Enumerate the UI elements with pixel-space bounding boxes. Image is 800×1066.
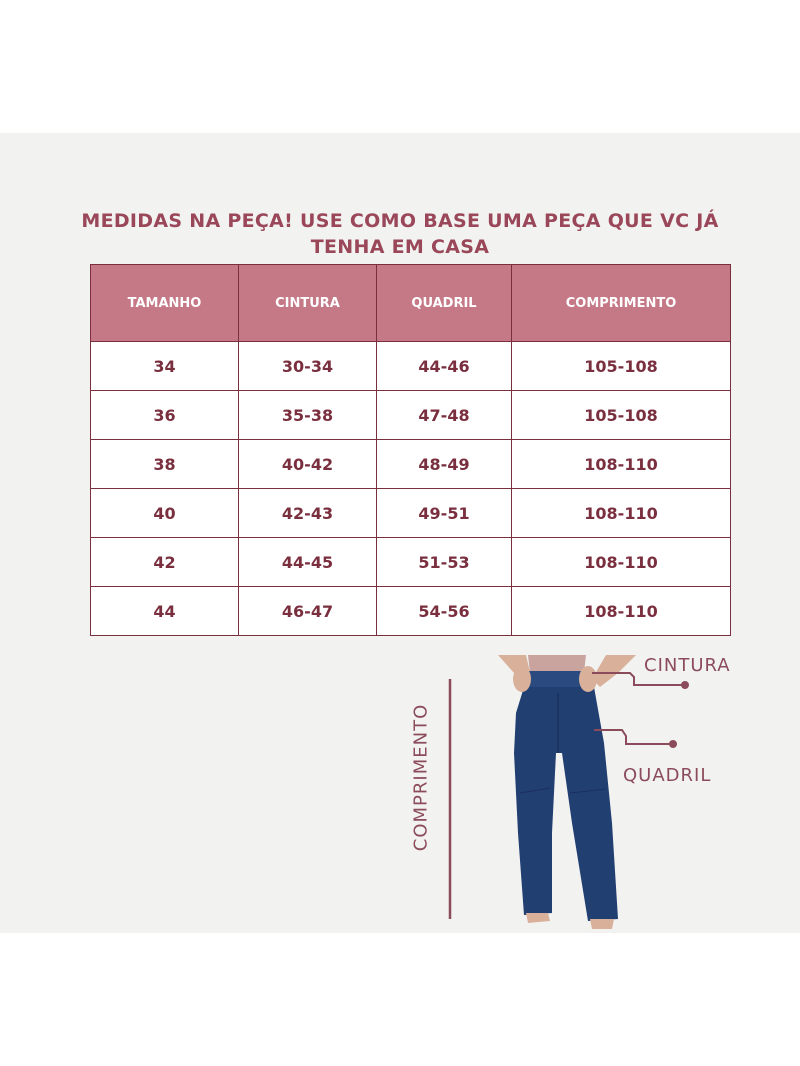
cell-cintura: 42-43 (239, 489, 377, 538)
cell-quadril: 48-49 (377, 440, 512, 489)
right-hand (579, 666, 597, 692)
cell-comprimento: 108-110 (512, 538, 731, 587)
cell-comprimento: 105-108 (512, 391, 731, 440)
cell-quadril: 47-48 (377, 391, 512, 440)
cell-comprimento: 108-110 (512, 489, 731, 538)
left-foot (526, 913, 550, 923)
cell-tamanho: 36 (91, 391, 239, 440)
torso-top (528, 655, 586, 673)
cell-cintura: 40-42 (239, 440, 377, 489)
cell-cintura: 35-38 (239, 391, 377, 440)
header-tamanho: TAMANHO (91, 265, 239, 342)
cell-quadril: 54-56 (377, 587, 512, 636)
right-foot (590, 919, 614, 929)
cintura-pointer-dot (681, 681, 689, 689)
cell-tamanho: 34 (91, 342, 239, 391)
cell-quadril: 51-53 (377, 538, 512, 587)
quadril-pointer-dot (669, 740, 677, 748)
cell-quadril: 49-51 (377, 489, 512, 538)
size-chart-title: MEDIDAS NA PEÇA! USE COMO BASE UMA PEÇA QUE VC JÁ TENHA EM CASA (81, 210, 719, 258)
quadril-label: QUADRIL (623, 765, 712, 786)
cell-quadril: 44-46 (377, 342, 512, 391)
jeans-figure-illustration (498, 655, 636, 929)
cell-tamanho: 44 (91, 587, 239, 636)
right-arm (592, 655, 636, 687)
header-comprimento: COMPRIMENTO (512, 265, 731, 342)
comprimento-label: COMPRIMENTO (410, 703, 432, 852)
quadril-pointer (594, 730, 672, 744)
cell-cintura: 30-34 (239, 342, 377, 391)
cell-comprimento: 108-110 (512, 440, 731, 489)
cell-tamanho: 38 (91, 440, 239, 489)
size-chart-card (0, 133, 800, 933)
cell-cintura: 44-45 (239, 538, 377, 587)
cell-comprimento: 105-108 (512, 342, 731, 391)
jeans-body (514, 687, 618, 921)
header-quadril: QUADRIL (377, 265, 512, 342)
measurement-diagram (0, 133, 800, 933)
cell-cintura: 46-47 (239, 587, 377, 636)
cintura-label: CINTURA (644, 655, 731, 676)
header-cintura: CINTURA (239, 265, 377, 342)
left-hand (513, 666, 531, 692)
cell-tamanho: 42 (91, 538, 239, 587)
cell-tamanho: 40 (91, 489, 239, 538)
cell-comprimento: 108-110 (512, 587, 731, 636)
